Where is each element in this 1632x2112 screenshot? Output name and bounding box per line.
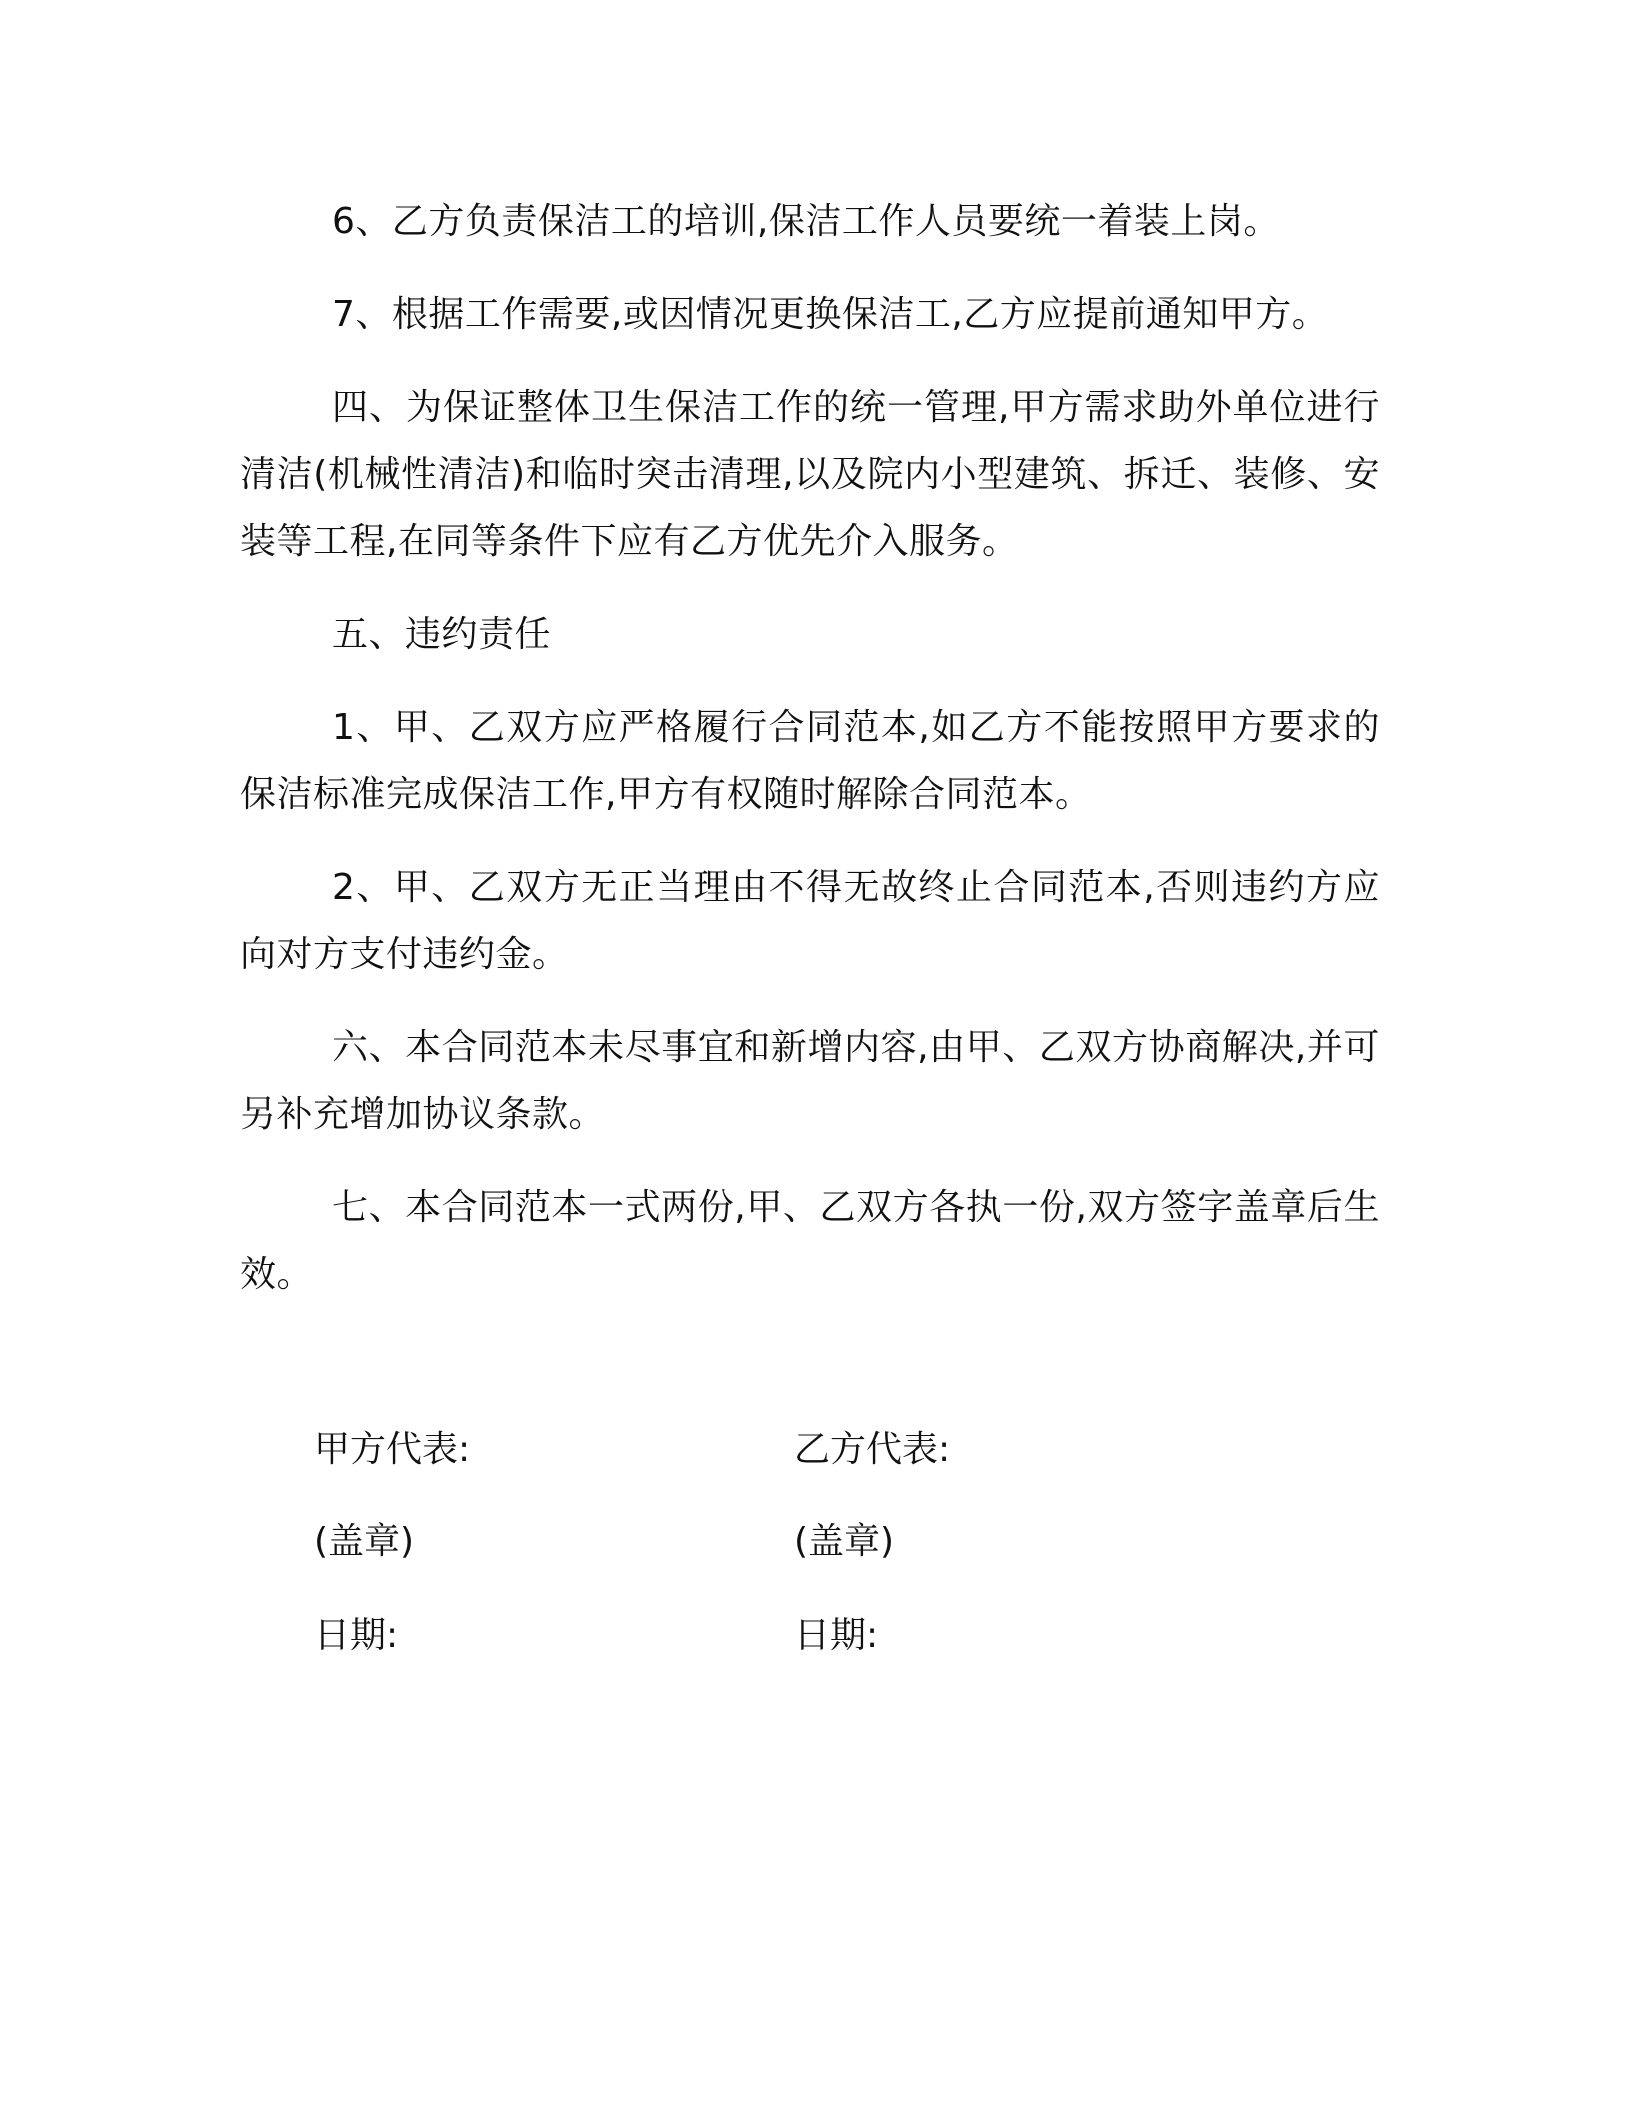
representative-row [0,1420,1632,1480]
party-a-date-label: 日期: [314,1615,399,1656]
date-row [0,1606,1632,1666]
party-a-seal-label: (盖章) [314,1521,415,1562]
party-b-seal-label: (盖章) [794,1521,895,1562]
contract-body [240,188,1380,1334]
breach-clause-1: 1、甲、乙双方应严格履行合同范本,如乙方不能按照甲方要求的保洁标准完成保洁工作,甲方有权随时解除合同范本。 [240,707,1380,815]
section-5-heading: 五、违约责任 [332,614,552,655]
section-6-supplement: 六、本合同范本未尽事宜和新增内容,由甲、乙双方协商解决,并可另补充增加协议条款。 [240,1027,1380,1135]
party-a-representative-label: 甲方代表: [314,1429,471,1470]
party-b-date-label: 日期: [794,1615,879,1656]
clause-7-replacement: 7、根据工作需要,或因情况更换保洁工,乙方应提前通知甲方。 [332,294,1329,335]
breach-clause-2: 2、甲、乙双方无正当理由不得无故终止合同范本,否则违约方应向对方支付违约金。 [240,867,1380,975]
seal-row [0,1512,1632,1572]
party-b-representative-label: 乙方代表: [794,1429,951,1470]
clause-6-training: 6、乙方负责保洁工的培训,保洁工作人员要统一着装上岗。 [332,201,1280,242]
section-4-priority-service: 四、为保证整体卫生保洁工作的统一管理,甲方需求助外单位进行清洁(机械性清洁)和临时突击清理,以及院内小型建筑、拆迁、装修、安装等工程,在同等条件下应有乙方优先介入服务。 [240,387,1380,562]
section-7-copies: 七、本合同范本一式两份,甲、乙双方各执一份,双方签字盖章后生效。 [240,1187,1380,1295]
